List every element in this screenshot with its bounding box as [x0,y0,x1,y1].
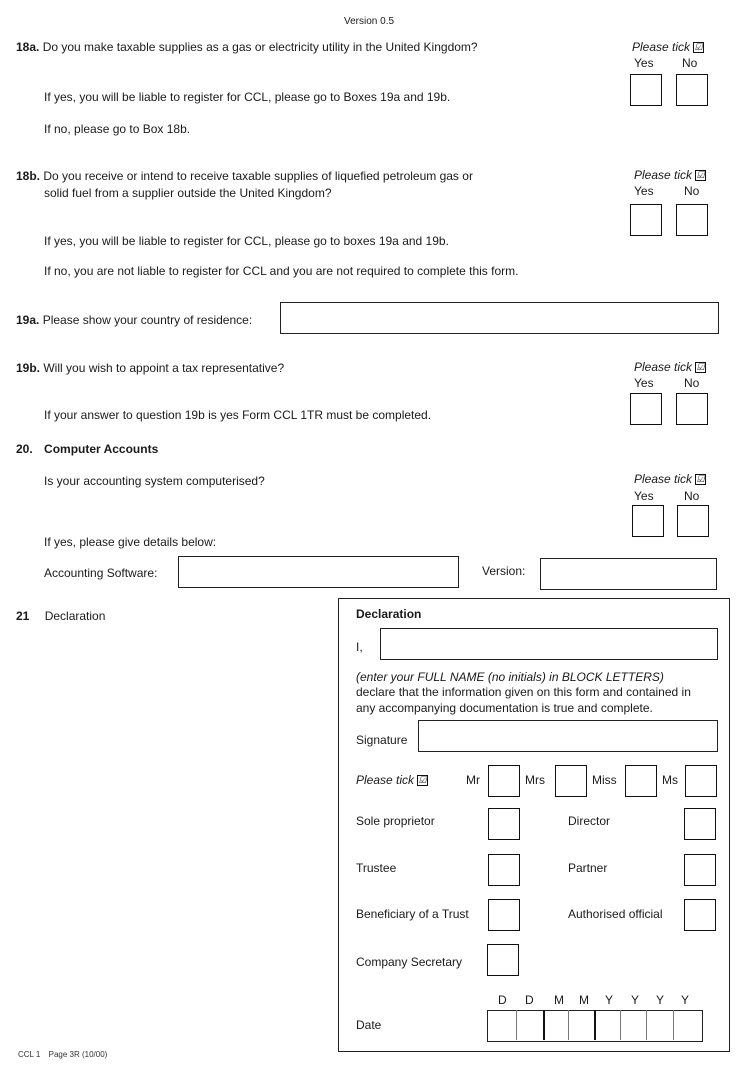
date-letter-m1: M [554,993,564,1007]
country-of-residence-field[interactable] [280,302,719,334]
q20-no-checkbox[interactable] [677,505,709,537]
q18b-yes-checkbox[interactable] [630,204,662,236]
q18a-if-yes: If yes, you will be liable to register for CCL, please go to Boxes 19a and 19b. [44,90,451,104]
q19b-no-label: No [684,376,700,390]
capacity-sole-proprietor-checkbox[interactable] [488,808,520,840]
title-miss-label: Miss [592,773,617,787]
q18b-text-line2: solid fuel from a supplier outside the United Kingdom? [44,186,332,200]
q18a-question [16,40,478,54]
q18a-please-tick [632,40,704,54]
declaration-box-title: Declaration [356,607,422,621]
accounting-software-field[interactable] [178,556,459,588]
date-letter-d2: D [525,993,534,1007]
title-miss-checkbox[interactable] [625,765,657,797]
q19b-yes-checkbox[interactable] [630,393,662,425]
capacity-director-checkbox[interactable] [684,808,716,840]
please-tick-label: Please tick [356,773,415,787]
capacity-trustee-label: Trustee [356,861,397,875]
q18b-if-no: If no, you are not liable to register for CCL and you are not required to complete this form. [44,264,519,278]
q19b-number: 19b. [16,361,41,375]
tick-icon: ☑ [696,362,705,373]
title-mr-label: Mr [466,773,480,787]
date-divider [620,1010,621,1040]
tick-icon: ☑ [696,474,705,485]
q20-number: 20. [16,442,33,456]
q18b-no-checkbox[interactable] [676,204,708,236]
version-field-label: Version: [482,564,526,578]
declare-line1: declare that the information given on this form and contained in [356,685,691,699]
date-letter-y3: Y [656,993,665,1007]
capacity-beneficiary-checkbox[interactable] [488,899,520,931]
i-label: I, [356,640,363,654]
q19b-text: Will you wish to appoint a tax representative? [43,361,285,375]
tick-icon: ☑ [696,170,705,181]
date-divider [568,1010,569,1040]
q19b-question [16,361,284,375]
q20-please-tick [634,472,706,486]
date-divider [673,1010,674,1040]
date-letter-d1: D [498,993,507,1007]
q19b-please-tick [634,360,706,374]
version-label: Version 0.5 [344,16,395,27]
please-tick-label: Please tick [634,168,693,182]
footer [18,1050,107,1059]
q21-title: Declaration [44,609,106,623]
q18b-please-tick [634,168,706,182]
q19a-text: Please show your country of residence: [42,313,253,327]
please-tick-label: Please tick [634,360,693,374]
date-divider [646,1010,647,1040]
q20-yes-checkbox[interactable] [632,505,664,537]
title-please-tick [356,773,428,787]
q20-title: Computer Accounts [44,442,159,456]
title-mrs-label: Mrs [525,773,545,787]
capacity-company-secretary-checkbox[interactable] [487,944,519,976]
q18b-number: 18b. [16,169,41,183]
signature-label: Signature [356,733,408,747]
tick-icon: ☑ [694,42,703,53]
q18a-yes-label: Yes [634,56,654,70]
q18b-no-label: No [684,184,700,198]
date-label: Date [356,1018,382,1032]
footer-page: Page 3R (10/00) [48,1050,108,1059]
q18a-yes-checkbox[interactable] [630,74,662,106]
q20-heading [16,442,158,456]
version-field[interactable] [540,558,717,590]
declare-line2: any accompanying documentation is true and complete. [356,701,653,715]
title-mrs-checkbox[interactable] [555,765,587,797]
date-divider [594,1010,596,1040]
q18b-yes-label: Yes [634,184,654,198]
title-ms-checkbox[interactable] [685,765,717,797]
capacity-company-secretary-label: Company Secretary [356,955,463,969]
q20-if-yes: If yes, please give details below: [44,535,217,549]
please-tick-label: Please tick [632,40,691,54]
q20-no-label: No [684,489,700,503]
q18b-if-yes: If yes, you will be liable to register for CCL, please go to boxes 19a and 19b. [44,234,449,248]
q20-yes-label: Yes [634,489,654,503]
title-mr-checkbox[interactable] [488,765,520,797]
date-divider [543,1010,545,1040]
date-letter-y1: Y [605,993,614,1007]
q19b-no-checkbox[interactable] [676,393,708,425]
capacity-authorised-official-label: Authorised official [568,907,663,921]
capacity-partner-label: Partner [568,861,608,875]
tick-icon: ☑ [418,775,427,786]
q19a-number: 19a. [16,313,40,327]
capacity-sole-proprietor-label: Sole proprietor [356,814,435,828]
q18a-text: Do you make taxable supplies as a gas or electricity utility in the United Kingdom? [42,40,478,54]
q18b-question [16,169,473,183]
capacity-beneficiary-label: Beneficiary of a Trust [356,907,469,921]
footer-code: CCL 1 [18,1050,41,1059]
date-letter-m2: M [579,993,589,1007]
q21-heading [16,609,105,623]
date-letter-y4: Y [681,993,690,1007]
signature-field[interactable] [418,720,718,752]
capacity-authorised-official-checkbox[interactable] [684,899,716,931]
q20-question: Is your accounting system computerised? [44,474,265,488]
title-ms-label: Ms [662,773,678,787]
capacity-trustee-checkbox[interactable] [488,854,520,886]
date-letter-y2: Y [631,993,640,1007]
please-tick-label: Please tick [634,472,693,486]
q18b-text-line1: Do you receive or intend to receive taxable supplies of liquefied petroleum gas or [43,169,473,183]
q19b-yes-label: Yes [634,376,654,390]
q18a-if-no: If no, please go to Box 18b. [44,122,191,136]
q21-number: 21 [16,609,30,623]
q19b-note: If your answer to question 19b is yes Form CCL 1TR must be completed. [44,408,432,422]
q18a-no-label: No [682,56,698,70]
accounting-software-label: Accounting Software: [44,566,158,580]
q18a-no-checkbox[interactable] [676,74,708,106]
full-name-instruction: (enter your FULL NAME (no initials) in BLOCK LETTERS) [356,670,664,684]
q18a-number: 18a. [16,40,40,54]
full-name-field[interactable] [380,628,718,660]
capacity-partner-checkbox[interactable] [684,854,716,886]
date-divider [516,1010,517,1040]
q19a-question [16,313,252,327]
capacity-director-label: Director [568,814,611,828]
